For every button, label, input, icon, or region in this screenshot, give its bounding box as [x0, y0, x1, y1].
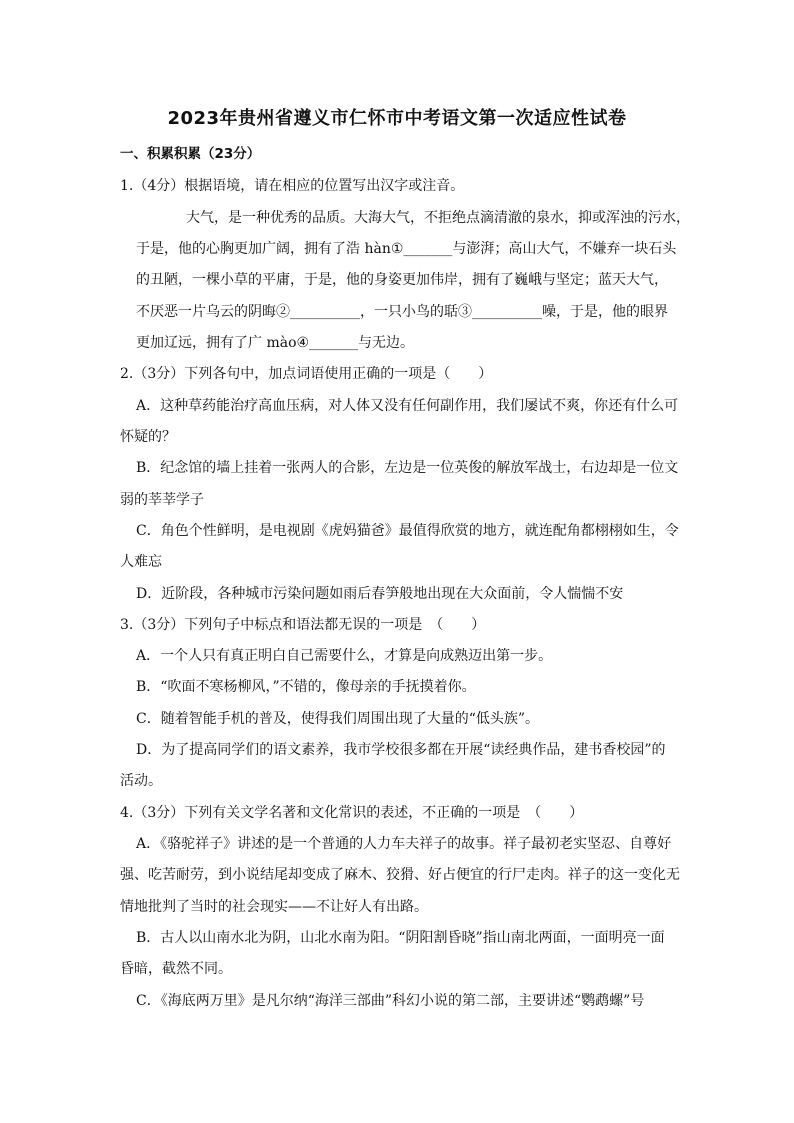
- option-c: C．角色个性鲜明，是电视剧《虎妈猫爸》最值得欣赏的地方，就连配角都栩栩如生，令: [136, 523, 679, 539]
- option-d-cont: 活动。: [120, 773, 162, 789]
- passage-line: 的丑陋，一棵小草的平庸，于是，他的身姿更加伟岸，拥有了巍峨与坚定；蓝天大气，: [136, 272, 668, 288]
- option-a-cont: 情地批判了当时的社会现实——不让好人有出路。: [120, 899, 428, 915]
- passage-line: 更加辽远，拥有了广 mào④_______与无边。: [136, 335, 415, 351]
- option-d: D．近阶段，各种城市污染问题如雨后春笋般地出现在大众面前，令人惴惴不安: [136, 586, 624, 602]
- option-a: A．一个人只有真正明白自己需要什么，才算是向成熟迈出第一步。: [136, 648, 553, 664]
- option-b-cont: 弱的莘莘学子: [120, 492, 204, 508]
- question-3-stem: 3.（3分）下列句子中标点和语法都无误的一项是 （ ）: [120, 617, 486, 633]
- option-d: D．为了提高同学们的语文素养，我市学校很多都在开展“读经典作品，建书香校园”的: [136, 742, 666, 758]
- option-a-cont: 怀疑的？: [120, 429, 176, 445]
- option-b: B．古人以山南水北为阴，山北水南为阳。“阴阳割昏晓”指山南北两面，一面明亮一面: [136, 930, 665, 946]
- option-a-cont: 强、吃苦耐劳，到小说结尾却变成了麻木、狡猾、好占便宜的行尸走肉。祥子的这一变化无: [120, 867, 680, 883]
- option-b: B．纪念馆的墙上挂着一张两人的合影，左边是一位英俊的解放军战士，右边却是一位文: [136, 460, 679, 476]
- option-c-cont: 人难忘: [120, 554, 162, 570]
- passage-line: 于是，他的心胸更加广阔，拥有了浩 hàn①_______与澎湃；高山大气，不嫌弃一块石头: [136, 241, 677, 257]
- question-1-stem: 1.（4分）根据语境，请在相应的位置写出汉字或注音。: [120, 178, 465, 194]
- option-a: A．《骆驼祥子》讲述的是一个普通的人力车夫祥子的故事。祥子最初老实坚忍、自尊好: [136, 836, 672, 852]
- question-2-stem: 2.（3分）下列各句中，加点词语使用正确的一项是（ ）: [120, 366, 493, 382]
- option-b-cont: 昏暗，截然不同。: [120, 961, 232, 977]
- section-heading: 一、积累积累（23分）: [120, 146, 261, 162]
- option-a: A．这种草药能治疗高血压病，对人体又没有任何副作用，我们屡试不爽，你还有什么可: [136, 398, 679, 414]
- page-title: 2023年贵州省遵义市仁怀市中考语文第一次适应性试卷: [167, 108, 627, 129]
- passage-line: 大气，是一种优秀的品质。大海大气，不拒绝点滴清澈的泉水，抑或浑浊的污水，: [186, 210, 690, 226]
- option-c: C．随着智能手机的普及，使得我们周围出现了大量的“低头族”。: [136, 711, 540, 727]
- option-b: B．“吹面不寒杨柳风，”不错的，像母亲的手抚摸着你。: [136, 679, 476, 695]
- option-c: C．《海底两万里》是凡尔纳“海洋三部曲”科幻小说的第二部，主要讲述“鹦鹉螺”号: [136, 993, 645, 1009]
- question-4-stem: 4.（3分）下列有关文学名著和文化常识的表述，不正确的一项是 （ ）: [120, 805, 584, 821]
- passage-line: 不厌恶一片乌云的阴晦②__________，一只小鸟的聒③__________噪，于是，他的眼界: [136, 304, 668, 320]
